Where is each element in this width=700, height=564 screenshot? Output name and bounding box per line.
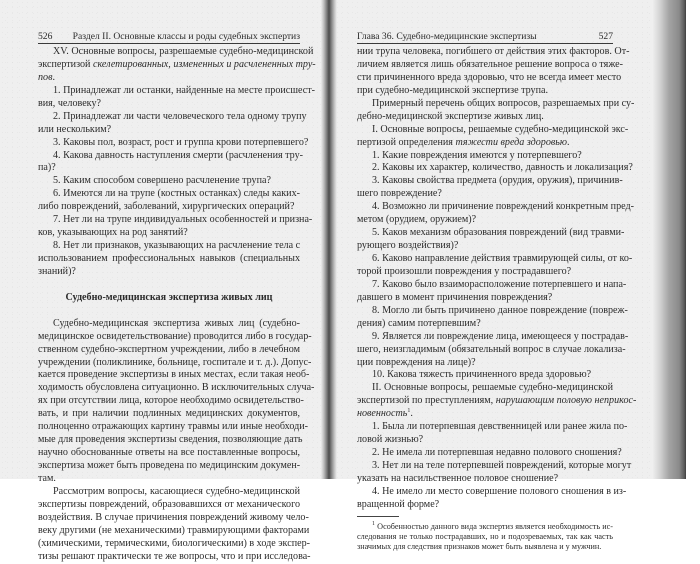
footnote [357,522,613,552]
text-run: 4. Какова давность наступления смерти (расчленения тру- [53,149,303,161]
text-line [357,369,613,382]
text-line [357,473,613,486]
text-run: 7. Каково было взаиморасположение потерпевшего и напа- [372,278,627,290]
blank-line [38,279,300,292]
text-line [38,124,300,137]
text-line [357,201,634,214]
text-line [38,382,315,395]
text-run: . [567,136,570,148]
text-run: 1. Была ли потерпевшая девственницей или ранее жила по- [372,421,628,433]
text-line [357,542,613,552]
text-line [357,85,613,98]
text-line [357,434,613,447]
running-head-left [38,31,300,44]
text-run: нии трупа человека, погибшего от действия этих факторов. От- [357,46,630,57]
text-line [38,369,310,382]
text-line [38,98,300,111]
text-run: 5. Каков механизм образования повреждений (вид травми- [372,227,625,239]
text-run: ях при отсутствии лица, которое необходимо освидетельство- [38,395,304,407]
text-run: ции повреждения на лице)? [357,356,476,368]
italic-text: пов [38,71,53,83]
text-run: Особенностью данного вида экспертиз является необходимость ис- [375,521,613,531]
text-run: 9. Является ли повреждение лица, имеющееся у пострадав- [372,330,629,342]
text-line [38,84,316,98]
text-line [357,214,613,227]
text-run: 10. Какова тяжесть причиненного вреда здоровью? [372,369,592,381]
text-line [357,343,626,357]
text-run: 2. Не имела ли потерпевшая недавно полового сношения? [372,447,622,459]
right-page-text [357,46,637,512]
text-run: 5. Каким способом совершено расчленение трупа? [53,175,271,187]
text-line [38,318,300,331]
text-line [38,330,312,344]
text-line [357,162,633,175]
text-run: полноценно отражающих картину травмы или иные необходи- [38,421,308,433]
text-line [357,357,613,370]
text-run: личием является лишь обязательное решение вопроса о тяже- [357,58,624,70]
text-run: 3. Нет ли на теле потерпевшей повреждений, которые могут [372,460,632,471]
text-line [38,447,300,460]
text-line [357,137,613,150]
text-line [357,421,628,434]
text-line [38,460,300,473]
text-line [357,46,630,59]
text-run: 6. Каково направление действия травмирующей силы, от ко- [372,253,633,264]
footnote-marker: 1 [407,408,411,415]
text-run: экспертизы повреждений, образовавшихся от механического [38,498,300,510]
text-line [357,188,613,201]
text-run: учреждении (поликлинике, больнице, госпитале и т. д.). Допус- [38,356,312,368]
text-line [38,408,300,421]
italic-text: скелетированных, измененных и расчлененных тру- [92,58,316,70]
text-run: 3. Каковы свойства предмета (орудия, оружия), причинив- [372,175,623,187]
text-line [38,395,304,408]
text-line [38,227,300,240]
text-run: пертизой определения [357,136,456,148]
text-run: экспертизой [38,58,93,70]
text-run: мые для проведения экспертизы сведения, позволяющие дать [38,434,303,446]
text-run: 4. Возможно ли причинение повреждений конкретным пред- [372,201,634,213]
text-run: I. Основные вопросы, решаемые судебно-медицинской экс- [372,123,629,135]
section-heading: Судебно-медицинская экспертиза живых лиц [65,291,273,303]
text-run: 2. Принадлежат ли части человеческого тела одному трупу [53,110,307,122]
text-run: значимых для следствия признаков может быть выявлена и у мужчин. [357,541,602,551]
text-run: научно обоснованные ответы на все поставленные вопросы, [38,447,300,459]
text-run: использованием профессиональных навыков (специальных [38,253,300,264]
text-line [357,111,613,124]
text-run: 6. Имеются ли на трупе (костных останках) следы каких- [53,188,300,200]
text-line [38,214,313,227]
text-run: ходимость обусловлена ситуационно. В исключительных случа- [38,382,315,394]
text-line [38,162,300,175]
text-run: 3. Каковы пол, возраст, рост и группа крови потерпевшего? [53,136,309,148]
text-run: медицинское освидетельствование) проводится либо в государ- [38,330,312,342]
text-line [357,395,637,408]
text-line [357,278,627,292]
text-run: 4. Не имело ли место совершение полового сношения в из- [372,485,627,497]
text-line [38,550,311,564]
text-line [38,499,300,512]
text-run: указать на насильственное половое сношение? [357,472,559,484]
text-line [38,136,309,150]
text-line [357,330,629,344]
text-line [357,266,613,279]
text-line [357,123,629,137]
text-line [357,532,613,542]
text-line [38,344,300,357]
text-run: . [52,71,56,83]
text-line [38,188,300,201]
text-line [38,253,300,266]
text-line [357,447,622,460]
text-run: . [410,408,413,420]
blank-line [38,305,300,318]
text-run: давшего в момент причинения повреждения? [357,291,553,303]
text-line [38,240,300,253]
text-line [38,486,300,499]
text-line [357,292,613,305]
text-run: дения) самим потерпевшим? [357,317,481,329]
text-run: следования не только пострадавших, но и подозреваемых, так как часть [357,531,613,541]
italic-text: новенность [357,408,408,420]
text-run: (химическими, термическими, биологическими) в ходе экспер- [38,537,310,549]
text-line [38,421,308,434]
text-line [357,304,628,318]
left-page [0,0,321,562]
left-page-body [38,46,316,564]
text-run: знаний)? [38,265,76,277]
text-line [357,175,623,188]
footnote-marker: 1 [372,520,375,527]
page-number: 527 [598,31,613,42]
text-run: кается проведение экспертизы в иных местах, если такая необ- [38,369,310,381]
text-run: либо повреждений, заболеваний, хирургических операций? [38,201,295,213]
text-run: дебно-медицинской экспертизе живых лиц. [357,110,544,122]
text-run: сти причиненного вреда здоровью, что не всегда имеет место [357,71,622,83]
text-run: 1. Какие повреждения имеются у потерпевшего? [372,149,582,161]
text-line [38,110,307,124]
text-run: ков, указывающих на род занятий? [38,227,188,239]
text-line [38,175,300,188]
italic-text: тяжести вреда здоровью [455,136,567,148]
text-run: торой произошли повреждения у пострадавшего? [357,265,572,277]
text-run: Судебно-медицинская экспертиза живых лиц (судебно- [53,317,300,329]
text-line [357,253,633,266]
text-line [38,201,300,214]
text-run: вращенной форме? [357,498,440,510]
running-head-title: Глава 36. Судебно-медицинские экспертизы [357,31,537,42]
text-line [357,71,622,85]
text-run: экспертиза может быть проведена по медицинским докумен- [38,460,301,471]
text-run: II. Основные вопросы, решаемые судебно-медицинской [372,382,613,394]
text-run: ловой жизнью? [357,434,424,446]
text-run: или нескольким? [38,123,112,135]
text-run: 8. Нет ли признаков, указывающих на расчленение тела с [53,240,301,252]
text-line [38,46,314,59]
text-run: ственном судебно-экспертном учреждении, либо в лечебном [38,343,300,355]
text-line [357,522,613,532]
page-number: 526 [38,31,53,42]
text-run: метом (орудием, оружием)? [357,214,477,226]
text-run: веку другими (не механическими) травмирующими факторами [38,524,310,536]
text-line [357,318,613,331]
text-line [357,485,627,499]
text-line [357,150,613,163]
text-line [357,408,613,421]
right-page-body [357,46,637,552]
text-line [38,266,300,279]
text-run: 1. Принадлежат ли останки, найденные на месте происшест- [53,84,316,96]
text-run: XV. Основные вопросы, разрешаемые судебно-медицинской [53,46,314,57]
text-run: экспертизой по преступлениям, [357,395,496,407]
text-run: тизы решают практически те же вопросы, что и при исследова- [38,550,311,562]
text-run: вать, и при наличии подлинных медицинских документов, [38,408,300,420]
text-line [38,537,310,551]
footnote-separator [357,516,399,517]
text-line [38,511,309,525]
text-line [38,356,312,370]
text-line [38,149,303,163]
text-line [357,97,635,111]
text-line [357,499,613,512]
text-run: 8. Могло ли быть причинено данное повреждение (повреж- [372,304,628,316]
text-run: па)? [38,162,56,174]
text-run: рующего воздействия)? [357,240,459,252]
text-run: вия, человеку? [38,97,101,109]
text-run: 2. Каковы их характер, количество, давность и локализация? [372,162,633,174]
running-head-title: Раздел II. Основные классы и роды судебных экспертиз [72,31,300,42]
running-head-right [357,31,613,44]
text-line [38,524,310,538]
text-line [357,227,625,240]
book-spine-shadow [321,0,337,479]
text-run: воздействия. В случае причинения повреждений живому чело- [38,511,309,523]
text-line [38,72,300,85]
text-line [38,434,303,447]
italic-text: нарушающим половую неприкос- [495,395,637,407]
text-run: при судебно-медицинской экспертизе трупа. [357,84,548,96]
text-line [357,382,613,395]
text-line [38,473,300,486]
text-run: там. [38,472,56,484]
text-run: Примерный перечень общих вопросов, разрешаемых при су- [372,97,635,109]
text-line [357,58,624,72]
text-line [38,58,316,72]
text-run: Рассмотрим вопросы, касающиеся судебно-медицинской [53,485,300,497]
right-page [337,0,652,551]
text-run: шего, неизгладимым (обязательный вопрос в случае локализа- [357,343,626,355]
text-run: шего повреждение? [357,188,442,200]
text-run: 7. Нет ли на трупе индивидуальных особенностей и призна- [53,214,313,226]
text-line [357,240,613,253]
text-line [357,460,632,473]
page-edge-shadow [652,0,686,479]
